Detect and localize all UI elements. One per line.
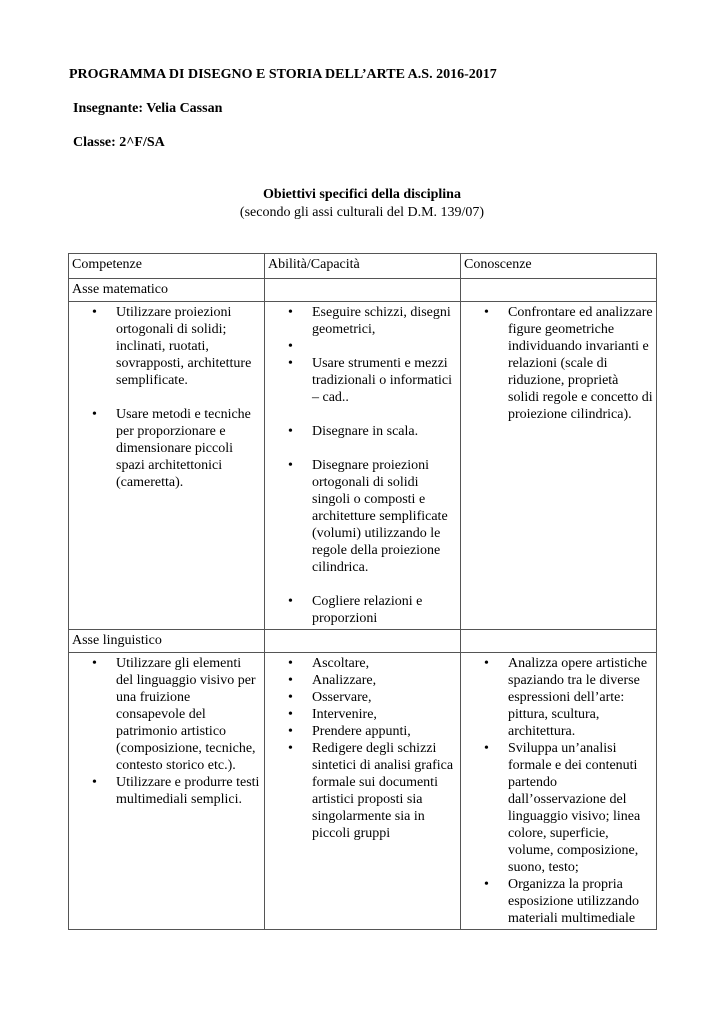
objectives-table bbox=[68, 253, 657, 930]
table-header-row bbox=[69, 254, 657, 279]
abilita-cell bbox=[265, 302, 461, 630]
column-header-abilita: Abilità/Capacità bbox=[265, 254, 461, 279]
table-row bbox=[69, 653, 657, 930]
list-item: • Sviluppa un’analisi formale e dei contenuti partendo dall’osservazione del linguaggio visivo; linea colore, superficie, volume, composizione, suono, testo; bbox=[508, 740, 653, 876]
objectives-heading: Obiettivi specifici della disciplina bbox=[263, 187, 461, 202]
axis-row-linguistico bbox=[69, 630, 657, 653]
list-item: • Intervenire, bbox=[312, 706, 457, 723]
list-item: • Usare strumenti e mezzi tradizionali o informatici – cad.. bbox=[312, 355, 457, 406]
column-header-conoscenze: Conoscenze bbox=[461, 254, 657, 279]
class-line: Classe: 2^F/SA bbox=[73, 135, 165, 150]
conoscenze-cell bbox=[461, 653, 657, 930]
list-item: • Analizza opere artistiche spaziando tra le diverse espressioni dell’arte: pittura, scultura, architettura. bbox=[508, 655, 653, 740]
competenze-cell bbox=[69, 653, 265, 930]
conoscenze-cell bbox=[461, 302, 657, 630]
objectives-block bbox=[0, 186, 724, 222]
teacher-line: Insegnante: Velia Cassan bbox=[73, 101, 223, 116]
list-item: • Redigere degli schizzi sintetici di analisi grafica formale sui documenti artistici proposti sia singolarmente sia in piccoli gruppi bbox=[312, 740, 457, 842]
list-item: • Utilizzare e produrre testi multimediali semplici. bbox=[116, 774, 261, 808]
list-item: • Disegnare in scala. bbox=[312, 423, 457, 440]
list-item: • Disegnare proiezioni ortogonali di solidi singoli o composti e architetture semplificate (volumi) utilizzando le regole della proiezione cilindrica. bbox=[312, 457, 457, 576]
axis-label: Asse linguistico bbox=[69, 630, 265, 653]
list-item bbox=[312, 338, 457, 355]
objectives-subheading: (secondo gli assi culturali del D.M. 139/07) bbox=[239, 205, 485, 220]
list-item: • Confrontare ed analizzare figure geometriche individuando invarianti e relazioni (scale di riduzione, proprietà solidi regole e concetto di proiezione cilindrica). bbox=[508, 304, 653, 423]
list-item: • Osservare, bbox=[312, 689, 457, 706]
list-item: • Eseguire schizzi, disegni geometrici, bbox=[312, 304, 457, 338]
list-item: • Cogliere relazioni e proporzioni bbox=[312, 593, 457, 627]
list-item: • Usare metodi e tecniche per proporzionare e dimensionare piccoli spazi architettonici (cameretta). bbox=[116, 406, 261, 491]
axis-row-matematico bbox=[69, 279, 657, 302]
list-item: • Ascoltare, bbox=[312, 655, 457, 672]
document-title: PROGRAMMA DI DISEGNO E STORIA DELL’ARTE A.S. 2016-2017 bbox=[69, 67, 497, 82]
list-item: • Prendere appunti, bbox=[312, 723, 457, 740]
competenze-cell bbox=[69, 302, 265, 630]
abilita-cell bbox=[265, 653, 461, 930]
axis-label: Asse matematico bbox=[69, 279, 265, 302]
list-item: • Organizza la propria esposizione utilizzando materiali multimediale bbox=[508, 876, 653, 927]
column-header-competenze: Competenze bbox=[69, 254, 265, 279]
list-item: • Analizzare, bbox=[312, 672, 457, 689]
list-item: • Utilizzare gli elementi del linguaggio visivo per una fruizione consapevole del patrimonio artistico (composizione, tecniche, contesto storico etc.). bbox=[116, 655, 261, 774]
list-item: • Utilizzare proiezioni ortogonali di solidi; inclinati, ruotati, sovrapposti, architetture semplificate. bbox=[116, 304, 261, 389]
table-row bbox=[69, 302, 657, 630]
